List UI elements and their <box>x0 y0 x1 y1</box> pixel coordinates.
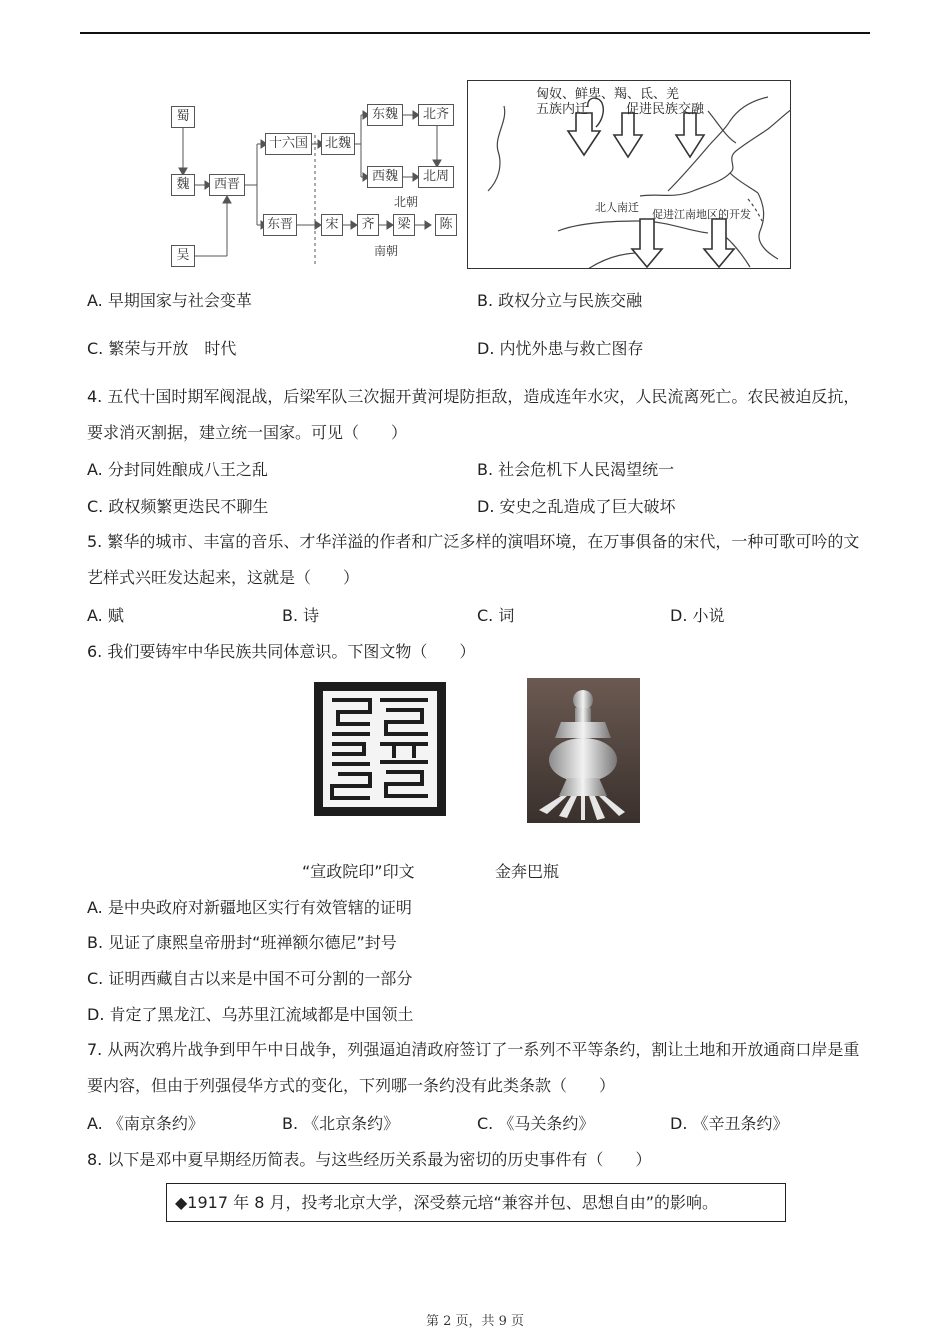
seal-image <box>314 682 446 816</box>
node-liang: 梁 <box>393 214 415 236</box>
q5-stem: 5. 繁华的城市、丰富的音乐、才华洋溢的作者和广泛多样的演唱环境，在万事俱备的宋代，一种可歌可吟的文艺样式兴旺发达起来，这就是（ ） <box>87 532 860 587</box>
q4-option-c[interactable]: C. 政权频繁更迭民不聊生 <box>87 497 269 516</box>
node-beiwei: 北魏 <box>321 133 355 155</box>
migration-map <box>467 80 791 269</box>
q6-option-d[interactable]: D. 肯定了黑龙江、乌苏里江流域都是中国领土 <box>87 1005 414 1024</box>
node-beizhou: 北周 <box>418 166 454 188</box>
node-beiqi: 北齐 <box>418 104 454 126</box>
node-chen: 陈 <box>435 214 457 236</box>
map-label-tribes: 匈奴、鲜卑、羯、氐、羌 <box>536 87 680 102</box>
q7-option-d[interactable]: D. 《辛丑条约》 <box>670 1114 789 1133</box>
q8-note: ◆1917 年 8 月，投考北京大学，深受蔡元培“兼容并包、思想自由”的影响。 <box>175 1193 719 1212</box>
map-label-fusion: 促进民族交融 <box>626 102 705 117</box>
q4-stem: 4. 五代十国时期军阀混战，后梁军队三次掘开黄河堤防拒敌，造成连年水灾，人民流离死亡。农民被迫反抗，要求消灭割据，建立统一国家。可见（ ） <box>87 387 860 442</box>
q3-option-b[interactable]: B. 政权分立与民族交融 <box>477 291 643 310</box>
q4-option-d[interactable]: D. 安史之乱造成了巨大破坏 <box>477 497 676 516</box>
q6-option-c[interactable]: C. 证明西藏自古以来是中国不可分割的一部分 <box>87 969 413 988</box>
node-xijin: 西晋 <box>209 174 245 196</box>
node-qi: 齐 <box>357 214 379 236</box>
q3-option-a[interactable]: A. 早期国家与社会变革 <box>87 291 252 310</box>
golden-urn-image <box>527 678 640 823</box>
q7-option-b[interactable]: B. 《北京条约》 <box>282 1114 400 1133</box>
page-footer: 第 2 页，共 9 页 <box>425 1314 525 1329</box>
node-shiliuguo: 十六国 <box>265 133 312 155</box>
node-wu: 吴 <box>171 245 195 267</box>
q4-option-b[interactable]: B. 社会危机下人民渴望统一 <box>477 460 675 479</box>
urn-caption: 金奔巴瓶 <box>495 862 560 881</box>
node-dongjin: 东晋 <box>263 214 297 236</box>
q7-option-a[interactable]: A. 《南京条约》 <box>87 1114 204 1133</box>
q8-stem: 8. 以下是邓中夏早期经历简表。与这些经历关系最为密切的历史事件有（ ） <box>87 1150 652 1169</box>
label-nanchao: 南朝 <box>374 244 399 258</box>
q6-stem: 6. 我们要铸牢中华民族共同体意识。下图文物（ ） <box>87 642 476 661</box>
map-label-jiangnan: 促进江南地区的开发 <box>652 208 751 221</box>
q3-option-d[interactable]: D. 内忧外患与救亡图存 <box>477 339 644 358</box>
q7-option-c[interactable]: C. 《马关条约》 <box>477 1114 595 1133</box>
q3-option-c[interactable]: C. 繁荣与开放 时代 <box>87 339 237 358</box>
node-dongwei: 东魏 <box>367 104 403 126</box>
q7-stem: 7. 从两次鸦片战争到甲午中日战争，列强逼迫清政府签订了一系列不平等条约，割让土地和开放通商口岸是重要内容，但由于列强侵华方式的变化，下列哪一条约没有此类条款（ ） <box>87 1040 860 1095</box>
dynasty-flow-diagram <box>165 100 465 270</box>
q5-option-c[interactable]: C. 词 <box>477 606 515 625</box>
map-label-south: 北人南迁 <box>595 201 639 214</box>
q4-option-a[interactable]: A. 分封同姓酿成八王之乱 <box>87 460 268 479</box>
seal-caption: “宣政院印”印文 <box>302 862 415 881</box>
q5-option-b[interactable]: B. 诗 <box>282 606 320 625</box>
label-beichao: 北朝 <box>394 195 419 209</box>
node-song: 宋 <box>321 214 343 236</box>
q8-table-box <box>166 1183 786 1222</box>
map-label-migrate: 五族内迁 <box>536 102 589 117</box>
q5-option-d[interactable]: D. 小说 <box>670 606 725 625</box>
q6-option-b[interactable]: B. 见证了康熙皇帝册封“班禅额尔德尼”封号 <box>87 933 397 952</box>
node-shu: 蜀 <box>171 106 195 128</box>
node-xiwei: 西魏 <box>367 166 403 188</box>
q6-option-a[interactable]: A. 是中央政府对新疆地区实行有效管辖的证明 <box>87 898 412 917</box>
header-rule <box>80 32 870 34</box>
node-wei: 魏 <box>171 174 195 196</box>
q5-option-a[interactable]: A. 赋 <box>87 606 124 625</box>
